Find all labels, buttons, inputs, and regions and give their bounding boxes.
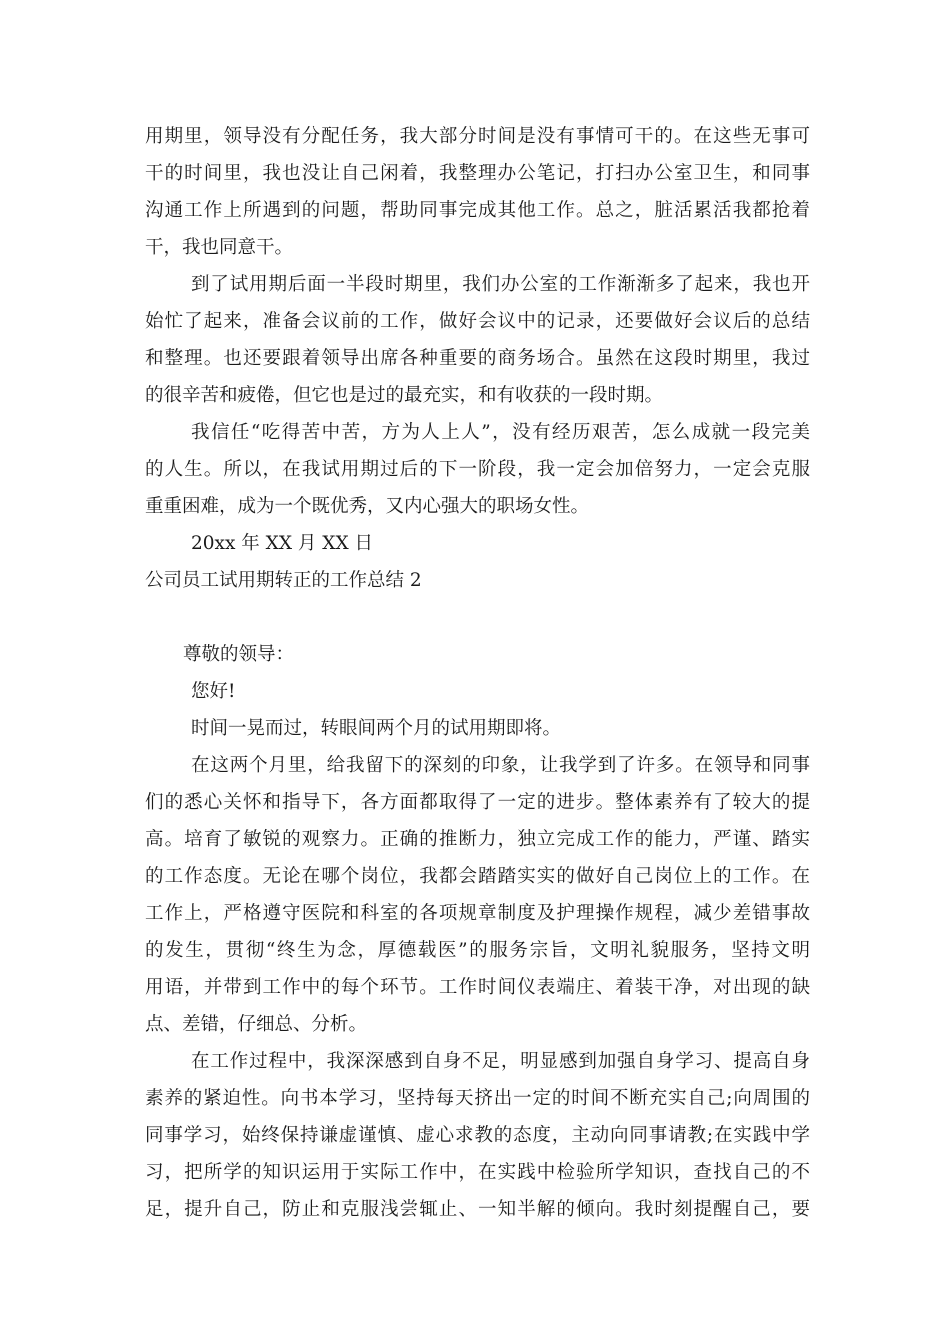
text-line: 干，我也同意干。 xyxy=(145,237,294,258)
text-line: 素养的紧迫性。向书本学习，坚持每天挤出一定的时间不断充实自己;向周围的 xyxy=(145,1088,810,1109)
text-line: 干的时间里，我也没让自己闲着，我整理办公笔记，打扫办公室卫生，和同事 xyxy=(145,163,810,184)
text-line: 足，提升自己，防止和克服浅尝辄止、一知半解的倾向。我时刻提醒自己，要 xyxy=(145,1199,810,1220)
text-line: 尊敬的领导： xyxy=(183,644,295,665)
text-line: 时间一晃而过，转眼间两个月的试用期即将。 xyxy=(191,718,562,739)
text-line: 工作上，严格遵守医院和科室的各项规章制度及护理操作规程，减少差错事故 xyxy=(145,903,810,924)
text-line: 重重困难，成为一个既优秀，又内心强大的职场女性。 xyxy=(145,496,590,517)
text-line: 我信任“吃得苦中苦，方为人上人”，没有经历艰苦，怎么成就一段完美 xyxy=(191,422,810,443)
blank-line xyxy=(145,599,810,636)
text-line: 到了试用期后面一半段时期里，我们办公室的工作渐渐多了起来，我也开 xyxy=(191,274,810,295)
text-line: 的发生，贯彻“终生为念，厚德载医”的服务宗旨，文明礼貌服务，坚持文明 xyxy=(145,940,810,961)
text-line: 用期里，领导没有分配任务，我大部分时间是没有事情可干的。在这些无事可 xyxy=(145,126,810,147)
text-line: 和整理。也还要跟着领导出席各种重要的商务场合。虽然在这段时期里，我过 xyxy=(145,348,810,369)
text-line: 们的悉心关怀和指导下，各方面都取得了一定的进步。整体素养有了较大的提 xyxy=(145,792,810,813)
text-line: 沟通工作上所遇到的问题，帮助同事完成其他工作。总之，脏活累活我都抢着 xyxy=(145,200,810,221)
text-line: 用语，并带到工作中的每个环节。工作时间仪表端庄、着装干净，对出现的缺 xyxy=(145,977,810,998)
text-line: 的工作态度。无论在哪个岗位，我都会踏踏实实的做好自己岗位上的工作。在 xyxy=(145,866,810,887)
text-line: 公司员工试用期转正的工作总结 2 xyxy=(145,570,422,591)
text-line: 的很辛苦和疲倦，但它也是过的最充实，和有收获的一段时期。 xyxy=(145,385,664,406)
text-line: 您好! xyxy=(191,681,236,702)
text-line: 20xx 年 XX 月 XX 日 xyxy=(191,533,373,554)
text-line: 高。培育了敏锐的观察力。正确的推断力，独立完成工作的能力，严谨、踏实 xyxy=(145,829,810,850)
text-line: 习，把所学的知识运用于实际工作中，在实践中检验所学知识，查找自己的不 xyxy=(145,1162,810,1183)
text-line: 在这两个月里，给我留下的深刻的印象，让我学到了许多。在领导和同事 xyxy=(191,755,810,776)
document-body xyxy=(145,118,810,1228)
text-line: 点、差错，仔细总、分析。 xyxy=(145,1014,368,1035)
text-line: 同事学习，始终保持谦虚谨慎、虚心求教的态度，主动向同事请教;在实践中学 xyxy=(145,1125,810,1146)
text-line: 始忙了起来，准备会议前的工作，做好会议中的记录，还要做好会议后的总结 xyxy=(145,311,810,332)
text-line: 在工作过程中，我深深感到自身不足，明显感到加强自身学习、提高自身 xyxy=(191,1051,810,1072)
text-line: 的人生。所以，在我试用期过后的下一阶段，我一定会加倍努力，一定会克服 xyxy=(145,459,810,480)
